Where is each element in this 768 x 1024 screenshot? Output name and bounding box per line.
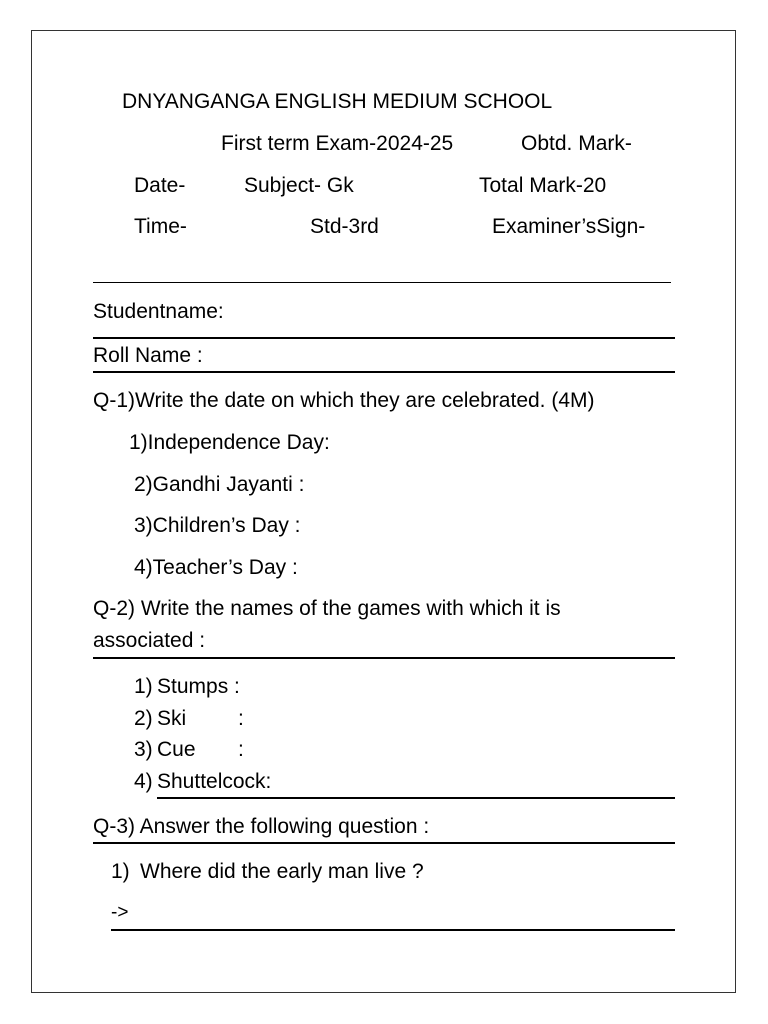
q2-items-rule <box>157 797 675 799</box>
student-name-label: Studentname: <box>93 300 224 323</box>
exam-title: First term Exam-2024-25 <box>221 132 454 155</box>
answer-line[interactable] <box>111 929 675 931</box>
q1-item: 2)Gandhi Jayanti : <box>134 473 305 496</box>
q2-item-number: 4) <box>134 770 153 793</box>
q3-item-number: 1) <box>111 860 130 883</box>
date-label: Date- <box>134 174 186 197</box>
q2-title-line2: associated : <box>93 629 206 652</box>
q1-item: 1)Independence Day: <box>129 431 330 454</box>
q3-question: Where did the early man live ? <box>140 860 424 883</box>
time-label: Time- <box>134 215 187 238</box>
roll-name-line[interactable] <box>93 371 675 373</box>
q2-title-line1: Q-2) Write the names of the games with which it is <box>93 597 561 620</box>
q2-item-colon: : <box>238 707 244 730</box>
school-name: DNYANGANGA ENGLISH MEDIUM SCHOOL <box>122 90 553 113</box>
header-divider <box>93 282 671 283</box>
q2-item-label: Shuttelcock: <box>157 770 272 793</box>
q2-item-colon: : <box>238 738 244 761</box>
q2-item-label: Stumps : <box>157 675 240 698</box>
q1-item: 4)Teacher’s Day : <box>134 556 298 579</box>
subject-label: Subject- Gk <box>244 174 354 197</box>
q3-title-rule <box>93 842 675 844</box>
q2-item-number: 2) <box>134 707 153 730</box>
q2-item-number: 3) <box>134 738 153 761</box>
obtained-mark: Obtd. Mark- <box>521 132 632 155</box>
student-name-line[interactable] <box>93 337 675 339</box>
q2-item-label: Ski <box>157 707 187 730</box>
q2-item-number: 1) <box>134 675 153 698</box>
q2-title-rule <box>93 657 675 659</box>
q2-item-label: Cue <box>157 738 196 761</box>
q1-title: Q-1)Write the date on which they are celebrated. (4M) <box>93 389 595 412</box>
std-label: Std-3rd <box>310 215 379 238</box>
examiner-sign: Examiner’sSign- <box>492 215 646 238</box>
roll-name-label: Roll Name : <box>93 344 203 367</box>
answer-prefix: -> <box>111 902 129 923</box>
q1-item: 3)Children’s Day : <box>134 514 301 537</box>
total-mark: Total Mark-20 <box>479 174 607 197</box>
q3-title: Q-3) Answer the following question : <box>93 815 430 838</box>
